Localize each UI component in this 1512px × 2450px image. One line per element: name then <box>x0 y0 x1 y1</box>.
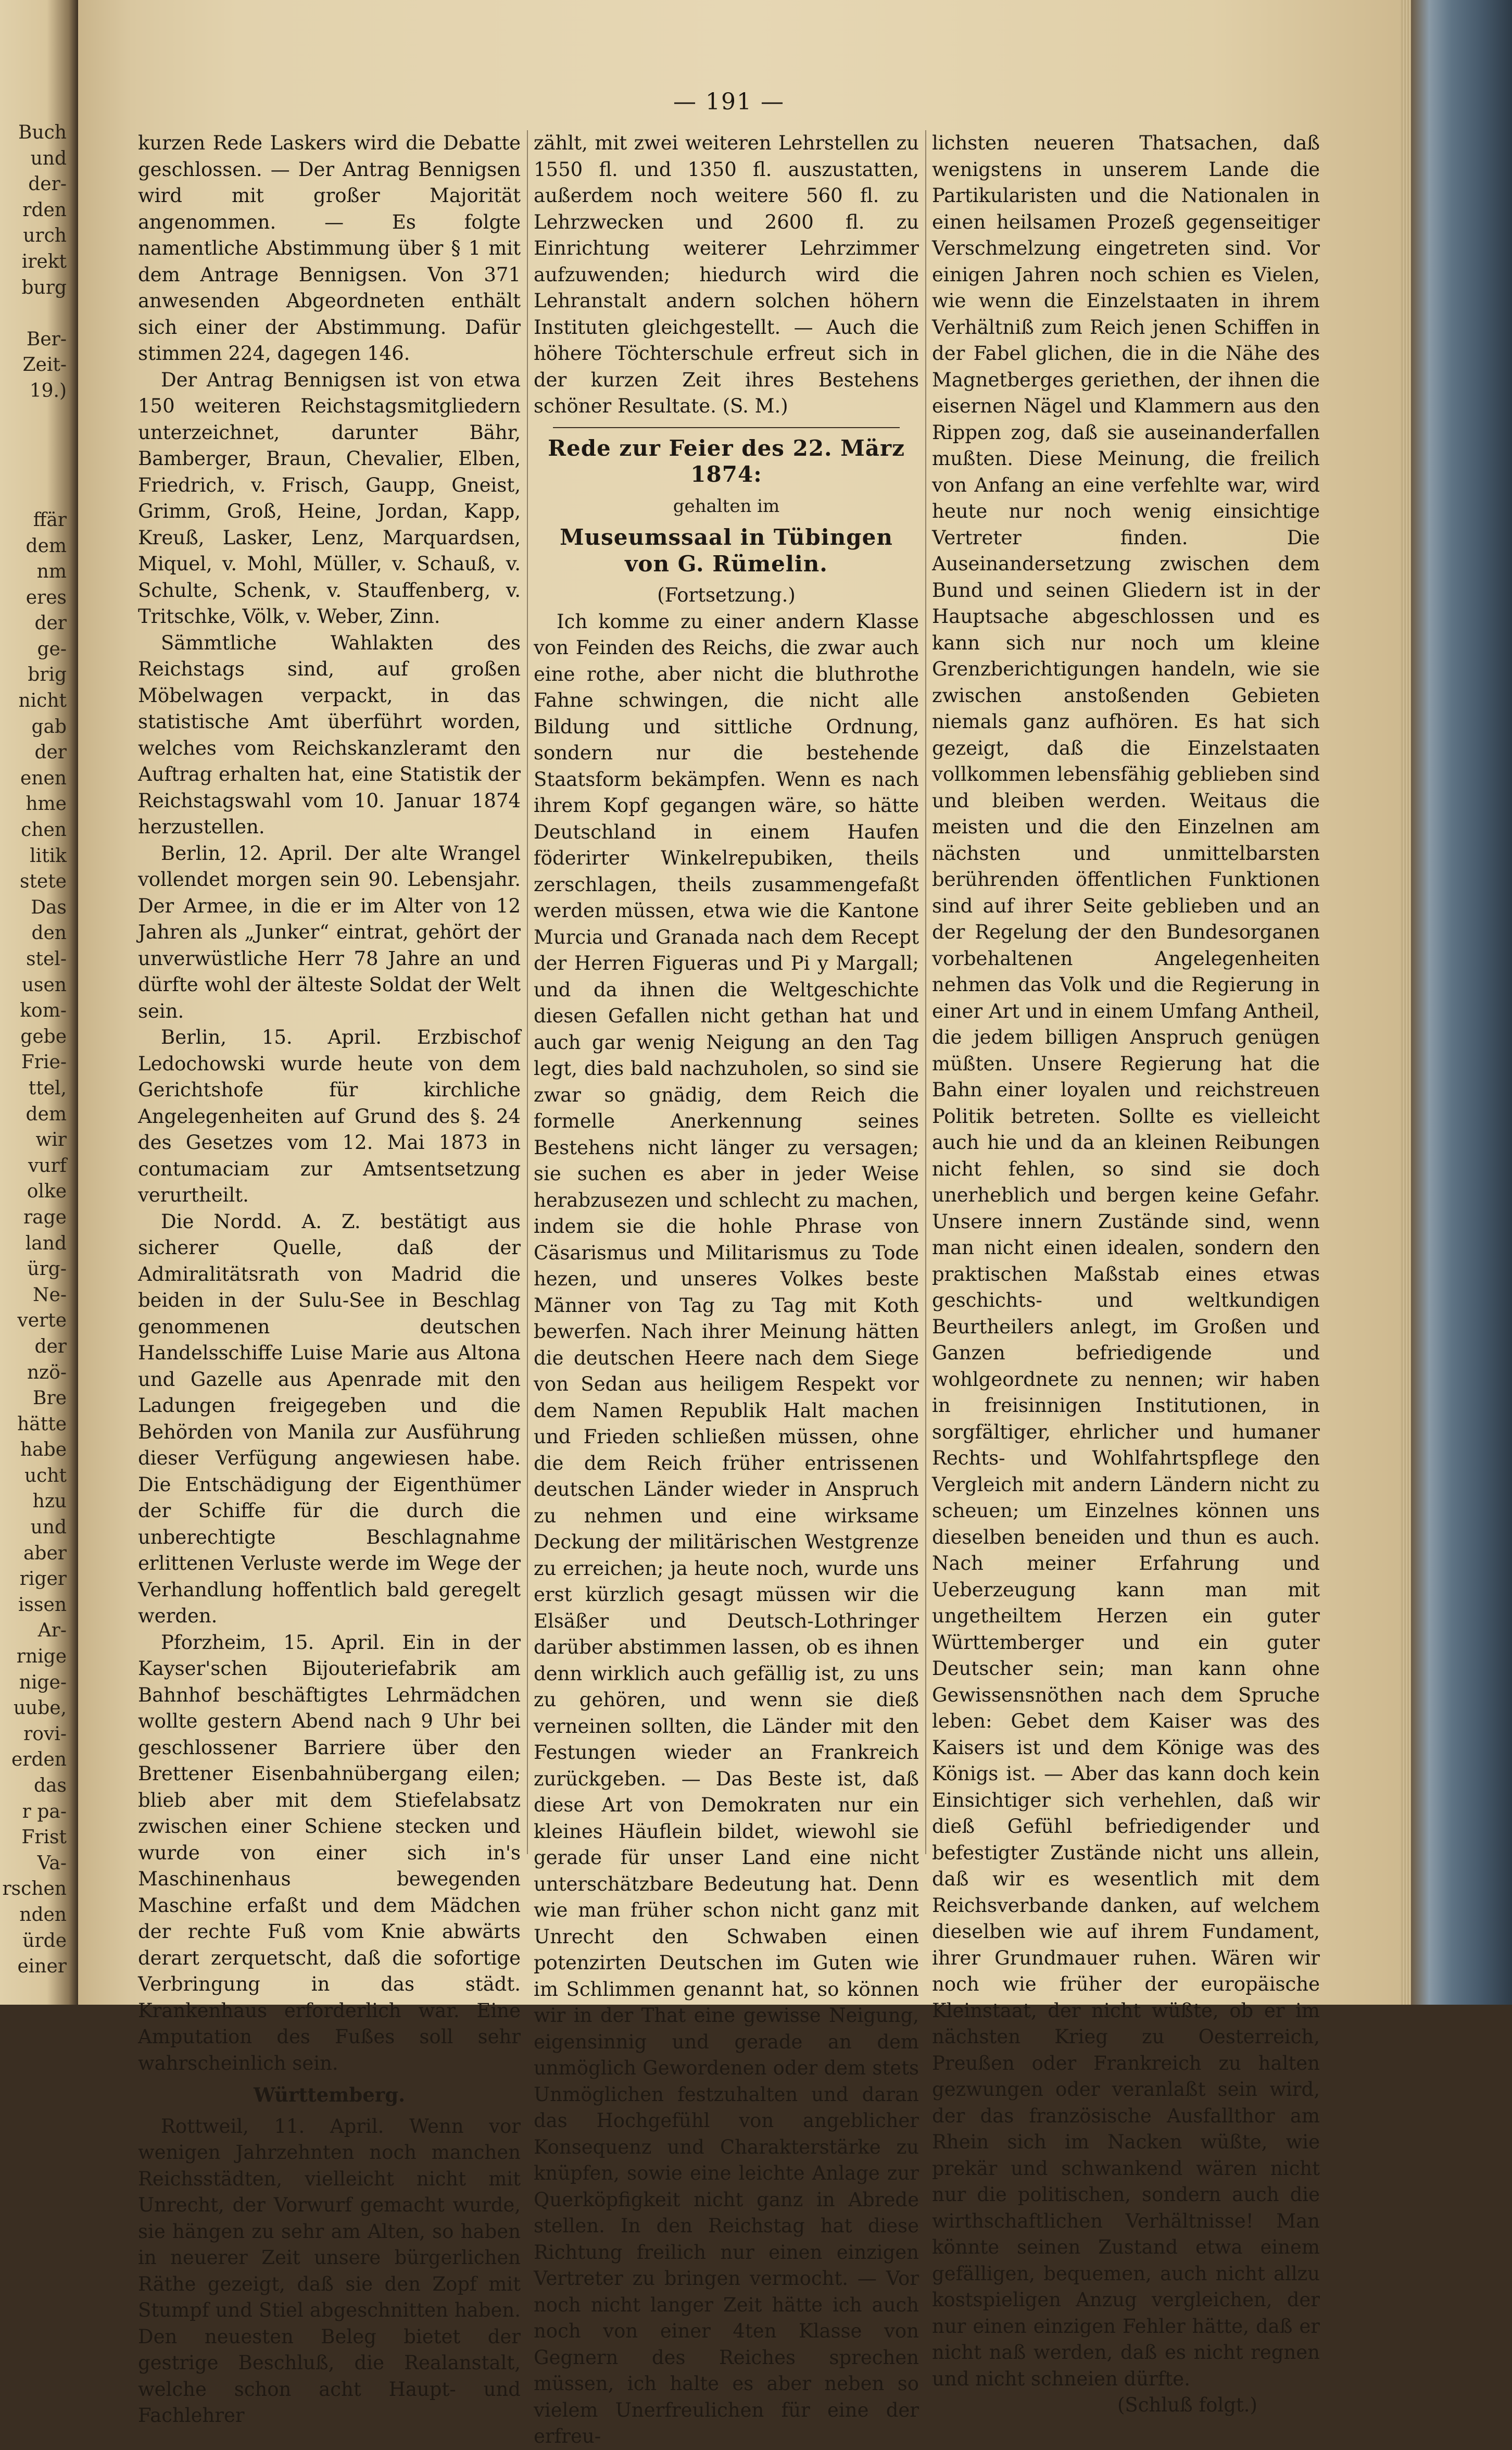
column-2 <box>534 130 919 2447</box>
paragraph: lichsten neueren Thatsachen, daß wenigstens in unserem Lande die Partikularisten und die Nationalen in einen heilsamen Prozeß gegenseitiger Verschmelzung eingetreten sind. Vor einigen Jahren noch schien es Vielen, wie wenn die Einzelstaaten in ihrem Verhältniß zum Reich jenen Schiffen in der Fabel glichen, die in die Nähe des Magnetberges geriethen, der ihnen die eisernen Nägel und Klammern aus den Rippen zog, daß sie auseinanderfallen mußten. Diese Meinung, die freilich von Anfang an eine verfehlte war, wird heute nur noch wenig einsichtige Vertreter finden. Die Auseinandersetzung zwischen dem Bund und seinen Gliedern ist in der Hauptsache abgeschlossen und es kann sich nur noch um kleine Grenzberichtigungen handeln, wie sie zwischen anstoßenden Gebieten niemals ganz aufhören. Es hat sich gezeigt, daß die Einzelstaaten vollkommen lebensfähig geblieben sind und bleiben werden. Weitaus die meisten und die den Einzelnen am nächsten und unmittelbarsten berührenden öffentlichen Funktionen sind auf ihrer Seite geblieben und an der Regelung der den Bundesorganen vorbehaltenen Angelegenheiten nehmen das Volk und die Regierung in einer Art und in einem Umfang Antheil, die jedem billigen Anspruch genügen müßten. Unsere Regierung hat die Bahn einer loyalen und reichstreuen Politik betreten. Sollte es vielleicht auch hie und da an kleinen Reibungen nicht fehlen, so sind sie doch unerheblich und bergen keine Gefahr. Unsere innern Zustände sind, wenn man nicht einen idealen, sondern den praktischen Maßstab eines etwas geschichts- und weltkundigen Beurtheilers anlegt, im Großen und Ganzen befriedigende und wohlgeordnete zu nennen; wir haben in freisinnigen Institutionen, in sorgfältiger, ehrlicher und humaner Rechts- und Wohlfahrtspflege den Vergleich mit andern Ländern nicht zu scheuen; um Einzelnes können uns dieselben beneiden und thun es auch. Nach meiner Erfahrung und Ueberzeugung kann man mit ungetheiltem Herzen ein guter Württemberger und ein guter Deutscher sein; man kann ohne Gewissensnöthen nach dem Spruche leben: Gebet dem Kaiser was des Kaisers ist und dem Könige was des Königs ist. — Aber das kann doch kein Einsichtiger sich verhehlen, daß wir dieß Gefühl befriedigender und befestigter Zustände nicht uns allein, daß wir es wesentlich mit dem Reichsverbande danken, auf welchem dieselben wie auf ihrem Fundament, ihrer Grundmauer ruhen. Wären wir noch wie früher der europäische Kleinstaat, der nicht wüßte, ob er im nächsten Krieg zu Oesterreich, Preußen oder Frankreich zu halten gezwungen oder veranlaßt sein wird, der das französische Ausfallthor am Rhein sich im Nacken wüßte, wie prekär und schwankend wären nicht nur die politischen, sondern auch die wirthschaftlichen Verhältnisse! Man könnte seinen Zustand etwa einem gefälligen, bequemen, auch nicht allzu kostspieligen Anzug vergleichen, der nur einen einzigen Fehler hätte, daß er nicht naß werden, daß es nicht regnen und nicht schneien dürfte. <box>932 132 1320 2390</box>
continuation-note: (Fortsetzung.) <box>657 584 796 606</box>
left-page-fragments: Buch und der- rden urch irekt burg Ber- Zeit- 19.) ffär dem nm eres der ge- brig nicht gab der enen hme chen litik stete Das den stel- usen kom- gebe Frie- ttel, dem wir vurf olke rage land ürg- Ne- verte der nzö- Bre hätte habe ucht hzu und aber riger issen Ar- rnige nige- uube, rovi- erden das r pa- Frist Va- rschen nden ürde einer <box>2 122 67 1978</box>
book-cover <box>1411 0 1512 2005</box>
paragraph: kurzen Rede Laskers wird die Debatte geschlossen. — Der Antrag Bennigsen wird mit großer Majorität angenommen. — Es folgte namentliche Abstimmung über § 1 mit dem Antrage Bennigsen. Von 371 anwesenden Abgeordneten enthält sich einer der Abstimmung. Dafür stimmen 224, dagegen 146. <box>138 132 521 365</box>
paragraph: Rottweil, 11. April. Wenn vor wenigen Jahrzehnten noch manchen Reichsstädten, vielleicht nicht mit Unrecht, der Vorwurf gemacht wurde, sie hängen zu sehr am Alten, so haben in neuerer Zeit unsere bürgerlichen Räthe gezeigt, daß sie den Zopf mit Stumpf und Stiel abgeschnitten haben. Den neuesten Beleg bietet der gestrige Beschluß, die Realanstalt, welche schon acht Haupt- und Fachlehrer <box>138 2115 521 2427</box>
to-be-continued: (Schluß folgt.) <box>1117 2394 1257 2416</box>
paragraph: Sämmtliche Wahlakten des Reichstags sind, auf großen Möbelwagen verpackt, in das statistische Amt überführt worden, welches vom Reichskanzleramt den Auftrag erhalten hat, eine Statistik der Reichstagswahl vom 10. Januar 1874 herzustellen. <box>138 631 521 838</box>
paragraph: Berlin, 15. April. Erzbischof Ledochowski wurde heute von dem Gerichtshofe für kirchliche Angelegenheiten auf Grund des §. 24 des Gesetzes vom 12. Mai 1873 in contumaciam zur Amtsentsetzung verurtheilt. <box>138 1026 521 1206</box>
speech-venue: Museumssaal in Tübingen von G. Rümelin. <box>560 524 893 577</box>
column-rule-2 <box>925 130 926 1854</box>
section-heading: Württemberg. <box>254 2083 405 2106</box>
column-rule-1 <box>527 130 528 1854</box>
article-separator <box>553 427 900 428</box>
page-number: — 191 — <box>673 89 785 115</box>
paragraph: Ich komme zu einer andern Klasse von Feinden des Reichs, die zwar auch eine rothe, aber nicht die bluthrothe Fahne schwingen, die nicht alle Bildung und sittliche Ordnung, sondern nur die bestehende Staatsform bekämpfen. Wenn es nach ihrem Kopf gegangen wäre, so hätte Deutschland in einem Haufen föderirter Winkelrepubiken, theils zerschlagen, theils zusammengefaßt werden müssen, etwa wie die Kantone Murcia und Granada nach dem Recept der Herren Figueras und Pi y Margall; und da ihnen die Weltgeschichte diesen Gefallen nicht gethan hat und auch gar wenig Neigung an den Tag legt, dies bald nachzuholen, so sind sie zwar so gnädig, dem Reich die formelle Anerkennung seines Bestehens nicht länger zu versagen; sie suchen es aber in jeder Weise herabzusezen und schlecht zu machen, indem sie die hohle Phrase von Cäsarismus und Militarismus zu Tode hezen, und unseres Volkes beste Männer von Tag zu Tag mit Koth bewerfen. Nach ihrer Meinung hätten die deutschen Heere nach dem Siege von Sedan aus heiligem Respekt vor dem Namen Republik Halt machen und Frieden schließen müssen, ohne die dem Reich früher entrissenen deutschen Länder wieder in Anspruch zu nehmen und eine wirksame Deckung der militärischen Westgrenze zu erreichen; ja heute noch, wurde uns erst kürzlich gesagt müssen wir die Elsäßer und Deutsch-Lothringer darüber abstimmen lassen, ob es ihnen denn wirklich auch gefällig ist, zu uns zu gehören, und wenn sie dieß verneinen sollten, die Länder mit den Festungen wieder an Frankreich zurückgeben. — Das Beste ist, daß diese Art von Demokraten nur ein kleines Häuflein bildet, wiewohl sie gerade für unser Land eine nicht unterschätzbare Bedeutung hat. Denn wie man früher schon nicht ganz mit Unrecht den Schwaben einen potenzirten Deutschen im Guten wie im Schlimmen genannt hat, so können wir in der That eine gewisse Neigung, eigensinnig und gerade an dem unmöglich Gewordenen oder dem stets Unmöglichen festzuhalten und daran das Hochgefühl von angeblicher Konsequenz und Charakterstärke zu knüpfen, sowie eine leichte Anlage zur Querköpfigkeit nicht ganz in Abrede stellen. In den Reichstag hat diese Richtung freilich nur einen einzigen Vertreter zu bringen vermocht. — Vor noch nicht langer Zeit hätte ich auch noch von einer 4ten Klasse von Gegnern des Reiches sprechen müssen, ich halte es aber neben so vielem Unerfreulichen für eine der erfreu- <box>534 610 919 2447</box>
paragraph: Die Nordd. A. Z. bestätigt aus sicherer Quelle, daß der Admiralitätsrath von Madrid die beiden in der Sulu-See in Beschlag genommenen deutschen Handelsschiffe Luise Marie aus Altona und Gazelle aus Apenrade mit den Ladungen freigegeben und die Behörden von Manila zur Ausführung dieser Verfügung angewiesen habe. Die Entschädigung der Eigenthümer der Schiffe für die durch die unberechtigte Beschlagnahme erlittenen Verluste werde im Wege der Verhandlung hoffentlich bald geregelt werden. <box>138 1210 521 1627</box>
column-1 <box>138 130 521 2427</box>
paragraph: Pforzheim, 15. April. Ein in der Kayser'schen Bijouteriefabrik am Bahnhof beschäftigtes Lehrmädchen wollte gestern Abend nach 9 Uhr bei geschlossener Barriere über den Brettener Eisenbahnübergang eilen; blieb aber mit dem Stiefelabsatz zwischen einer Schiene stecken und wurde von einer sich in's Maschinenhaus bewegenden Maschine erfaßt und dem Mädchen der rechte Fuß vom Knie abwärts derart zerquetscht, daß die sofortige Verbringung in das städt. Krankenhaus erforderlich war. Eine Amputation des Fußes soll sehr wahrscheinlich sein. <box>138 1631 521 2074</box>
speech-title: Rede zur Feier des 22. März 1874: <box>548 435 905 487</box>
paragraph: Der Antrag Bennigsen ist von etwa 150 weiteren Reichstagsmitgliedern unterzeichnet, darunter Bähr, Bamberger, Braun, Chevalier, Elben, Friedrich, v. Frisch, Gaupp, Gneist, Grimm, Groß, Heine, Jordan, Kapp, Kreuß, Lasker, Lenz, Marquardsen, Miquel, v. Mohl, Müller, v. Schauß, v. Schulte, Schenk, v. Stauffenberg, v. Tritschke, Völk, v. Weber, Zinn. <box>138 368 521 628</box>
column-3 <box>932 130 1320 2416</box>
speech-subtitle: gehalten im <box>673 495 780 517</box>
paragraph: zählt, mit zwei weiteren Lehrstellen zu 1550 fl. und 1350 fl. auszustatten, außerdem noch weitere 560 fl. zu Lehrzwecken und 2600 fl. zu Einrichtung weiterer Lehrzimmer aufzuwenden; hiedurch wird die Lehranstalt andern solchen höhern Instituten gleichgestellt. — Auch die höhere Töchterschule erfreut sich in der kurzen Zeit ihres Bestehens schöner Resultate. (S. M.) <box>534 132 919 417</box>
paragraph: Berlin, 12. April. Der alte Wrangel vollendet morgen sein 90. Lebensjahr. Der Armee, in die er im Alter von 12 Jahren als „Junker“ eintrat, gehört der unverwüstliche Herr 78 Jahre an und dürfte wohl der älteste Soldat der Welt sein. <box>138 842 521 1022</box>
left-page-edge <box>0 0 78 2005</box>
